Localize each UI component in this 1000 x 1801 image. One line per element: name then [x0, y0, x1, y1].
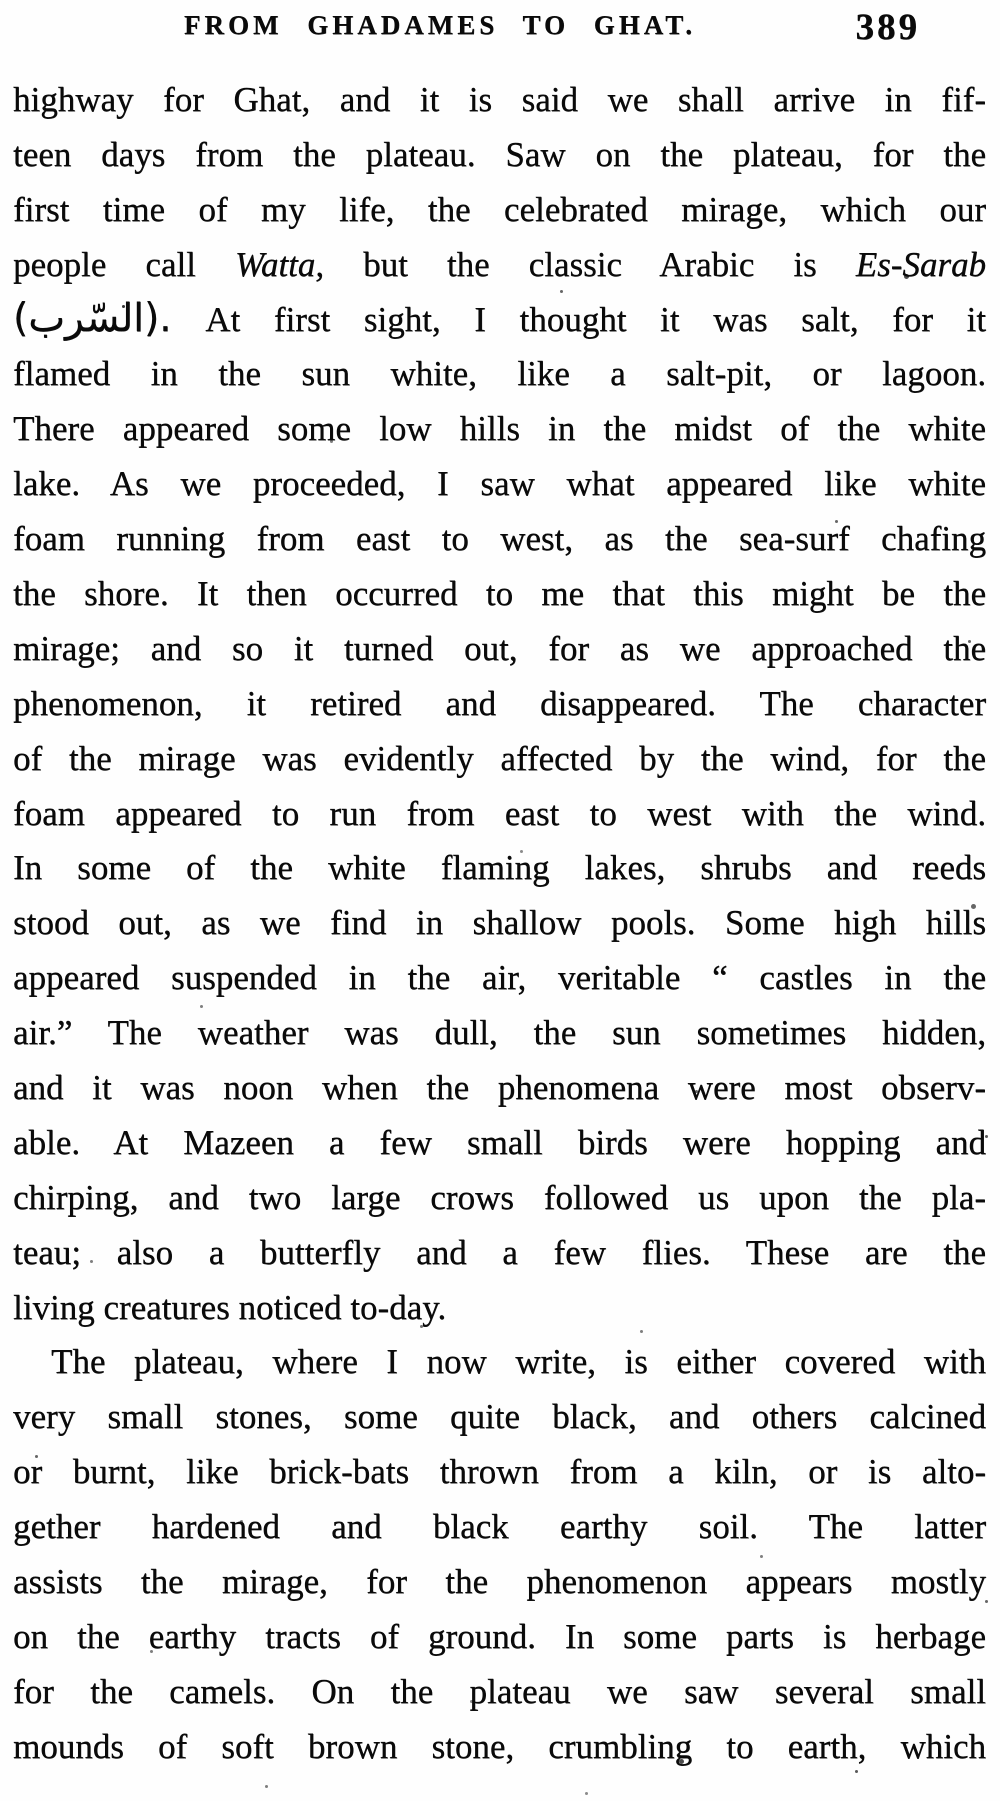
text-segment: first time of my life, the celebrated mirage, which our	[13, 189, 986, 229]
text-line	[13, 1171, 986, 1226]
text-segment: mounds of soft brown stone, crumbling to earth, which	[13, 1726, 986, 1766]
running-title: FROM GHADAMES TO GHAT.	[183, 10, 697, 40]
text-line	[13, 402, 986, 457]
text-line	[13, 293, 986, 348]
text-segment: living creatures noticed to-day.	[13, 1287, 447, 1327]
text-segment: In some of the white flaming lakes, shrubs and reeds	[13, 848, 986, 888]
text-line	[13, 1061, 986, 1116]
italic-term: Es-Sarab	[855, 244, 987, 284]
text-segment: assists the mirage, for the phenomenon appears mostly	[13, 1562, 986, 1602]
text-segment: and it was noon when the phenomena were most observ-	[13, 1068, 986, 1108]
arabic-word: (السّرب).	[13, 295, 172, 341]
text-line	[13, 951, 986, 1006]
text-line	[13, 732, 986, 787]
text-line	[13, 347, 986, 402]
text-line	[13, 73, 986, 128]
text-segment: stood out, as we find in shallow pools. Some high hills	[13, 903, 986, 943]
text-segment: gether hardened and black earthy soil. The latter	[13, 1507, 986, 1547]
text-segment: air.” The weather was dull, the sun sometimes hidden,	[13, 1013, 986, 1053]
text-line	[13, 238, 986, 293]
page-header	[0, 7, 1000, 54]
text-segment: lake. As we proceeded, I saw what appeared like white	[13, 464, 986, 504]
text-line	[13, 1555, 986, 1610]
text-segment: but the classic Arabic is	[324, 244, 856, 284]
text-segment: phenomenon, it retired and disappeared. The character	[13, 683, 986, 723]
text-segment: appeared suspended in the air, veritable “ castles in the	[13, 958, 986, 998]
text-segment: teau; also a butterfly and a few flies. These are the	[13, 1232, 986, 1272]
text-line	[13, 1665, 986, 1720]
text-segment: teen days from the plateau. Saw on the plateau, for the	[13, 134, 986, 174]
text-segment: for the camels. On the plateau we saw several small	[13, 1671, 986, 1711]
text-segment: flamed in the sun white, like a salt-pit, or lagoon.	[13, 354, 986, 394]
text-line	[13, 567, 986, 622]
text-line	[13, 128, 986, 183]
text-line	[13, 183, 986, 238]
text-segment: At first sight, I thought it was salt, for it	[171, 299, 986, 339]
text-segment: highway for Ghat, and it is said we shall arrive in fif-	[13, 80, 986, 119]
text-line	[13, 1116, 986, 1171]
text-line	[13, 1500, 986, 1555]
text-segment: foam appeared to run from east to west with the wind.	[13, 793, 986, 833]
text-line	[13, 457, 986, 512]
text-segment: able. At Mazeen a few small birds were hopping and	[13, 1122, 986, 1162]
text-line	[13, 1720, 986, 1775]
text-segment: The plateau, where I now write, is either covered with	[51, 1342, 986, 1382]
page-text	[13, 73, 986, 1775]
text-line	[13, 1610, 986, 1665]
page-number: 389	[855, 7, 920, 48]
text-line	[13, 787, 986, 842]
text-segment: people call	[13, 244, 235, 284]
text-segment: the shore. It then occurred to me that this might be the	[13, 574, 986, 614]
scan-noise	[0, 0, 2, 2]
text-line	[13, 1445, 986, 1500]
text-segment: of the mirage was evidently affected by the wind, for the	[13, 738, 986, 778]
text-segment: very small stones, some quite black, and others calcined	[13, 1397, 986, 1437]
text-line	[13, 896, 986, 951]
text-segment: chirping, and two large crows followed us upon the pla-	[13, 1177, 986, 1217]
text-line	[13, 1335, 986, 1390]
text-line	[13, 622, 986, 677]
text-line	[13, 677, 986, 732]
italic-term: Watta,	[234, 244, 325, 284]
text-line	[13, 1390, 986, 1445]
text-line	[13, 1281, 986, 1336]
text-segment: or burnt, like brick-bats thrown from a kiln, or is alto-	[13, 1452, 986, 1492]
text-segment: There appeared some low hills in the midst of the white	[13, 409, 986, 449]
text-segment: foam running from east to west, as the sea-surf chafing	[13, 519, 986, 559]
text-segment: mirage; and so it turned out, for as we approached the	[13, 628, 986, 668]
text-line	[13, 1226, 986, 1281]
text-segment: on the earthy tracts of ground. In some parts is herbage	[13, 1616, 986, 1656]
text-line	[13, 841, 986, 896]
text-line	[13, 512, 986, 567]
text-line	[13, 1006, 986, 1061]
